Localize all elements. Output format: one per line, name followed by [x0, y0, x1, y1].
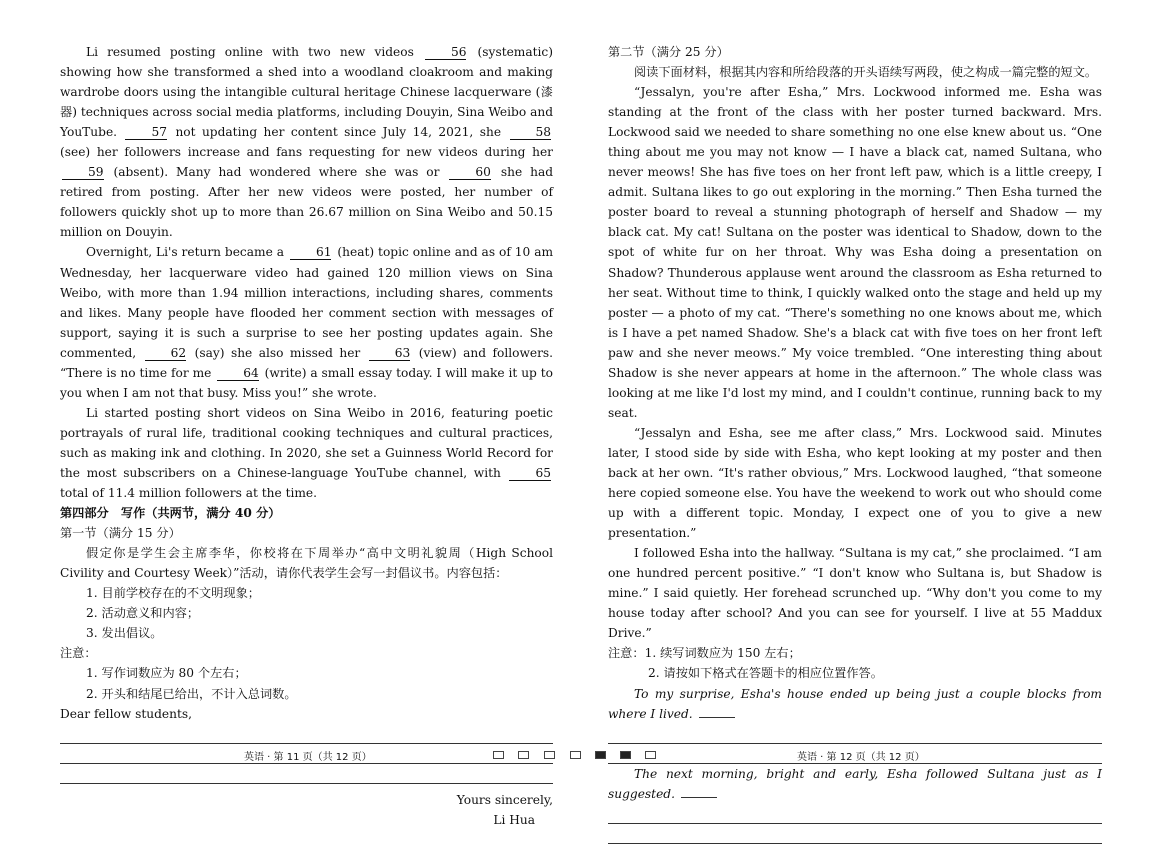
blank-60: 60 — [449, 165, 491, 180]
text: Overnight, Li's return became a — [86, 245, 284, 260]
continuation-instruction: 阅读下面材料，根据其内容和所给段落的开头语续写两段，使之构成一篇完整的短文。 — [634, 65, 1098, 80]
text: (view) and followers. “There is no time for me — [60, 345, 554, 380]
mark-box-filled — [595, 751, 606, 759]
note-item-1: 1. 续写词数应为 150 左右； — [644, 646, 801, 661]
text: (say) she also missed her — [194, 345, 361, 360]
writing-line — [60, 764, 553, 784]
text: (heat) topic online and as of 10 am Wednesday, her lacquerware video had gained 120 million views on Sina Weibo, with more than 1.94 million interactions, including shares, comments and likes. Many people have flooded her comment section with messages of support, saying it is such a surprise to see her posting updates again. She commented, — [60, 245, 554, 360]
page-number-right: 英语 · 第 12 页（共 12 页） — [797, 752, 925, 763]
story-paragraph-3: I followed Esha into the hallway. “Sultana is my cat,” she proclaimed. “I am one hundred percent positive.” “I don't know who Sultana is, but Shadow is mine.” I said quietly. Her forehead scrunched up. “Why don't you come to my house today after school? And you can see for yourself. I live at 55 Maddux Drive.” — [608, 546, 1102, 641]
content-item-2: 2. 活动意义和内容； — [86, 606, 200, 621]
text: (systematic) showing how she transformed a shed into a woodland cloakroom and making wardrobe doors using the intangible cultural heritage Chinese lacquerware (漆器) techniques across social media platforms, including Douyin, Sina Weibo and YouTube. — [60, 45, 554, 140]
passage-paragraph-2 — [60, 242, 553, 402]
text: she had retired from posting. After her new videos were posted, her number of followers quickly shot up to more than 26.67 million on Sina Weibo and 50.15 million on Douyin. — [60, 165, 554, 240]
notes-row-1 — [608, 643, 1102, 663]
letter-closing: Yours sincerely, — [456, 792, 553, 807]
mark-box — [645, 751, 656, 759]
blank-65: 65 — [509, 466, 551, 481]
writing-line — [608, 804, 1102, 824]
writing-line — [608, 724, 1102, 744]
text: (see) her followers increase and fans requesting for new videos during her — [60, 145, 553, 160]
writing-line — [60, 724, 553, 744]
blank-61: 61 — [290, 245, 332, 260]
right-page-column — [608, 42, 1102, 844]
mark-box — [493, 751, 504, 759]
mark-box — [544, 751, 555, 759]
text: (write) a small essay today. I will make it up to you when I am not that busy. Miss you!” she wrote. — [60, 365, 553, 400]
notes-label: 注意： — [608, 646, 645, 661]
section1-heading: 第一节（满分 15 分） — [60, 526, 181, 541]
note-item-2: 2. 请按如下格式在答题卡的相应位置作答。 — [648, 666, 883, 681]
text: total of 11.4 million followers at the time. — [60, 486, 318, 501]
blank-59: 59 — [62, 165, 104, 180]
writing-line — [699, 717, 735, 718]
note-item-2: 2. 开头和结尾已给出，不计入总词数。 — [86, 686, 297, 701]
notes-label: 注意： — [60, 646, 97, 661]
writing-prompt: 假定你是学生会主席李华，你校将在下周举办“高中文明礼貌周（High School Civility and Courtesy Week）”活动，请你代表学生会写一封倡议书。内容包括： — [60, 546, 553, 581]
letter-greeting: Dear fellow students, — [60, 706, 193, 721]
blank-64: 64 — [217, 366, 259, 381]
continuation-prompt-2 — [608, 764, 1102, 804]
text: Li started posting short videos on Sina Weibo in 2016, featuring poetic portrayals of rural life, traditional cooking techniques and cultural practices, such as making ink and clothing. In 2020, she set a Guinness World Record for the most subscribers on a Chinese-language YouTube channel, with — [60, 405, 553, 480]
prompt-text: The next morning, bright and early, Esha followed Sultana just as I suggested. — [608, 766, 1102, 801]
mark-box — [518, 751, 529, 759]
blank-58: 58 — [510, 125, 552, 140]
writing-line — [608, 824, 1102, 844]
mark-box — [570, 751, 581, 759]
story-paragraph-2: “Jessalyn and Esha, see me after class,” Mrs. Lockwood said. Minutes later, I stood side by side with Esha, who kept looking at my poster and then back at her own. “It's rather obvious,” Mrs. Lockwood laughed, “that someone here copied someone else. You have the weekend to work out who should come up with a different topic. Monday, I expect one of you to give a new presentation.” — [608, 425, 1102, 541]
continuation-prompt-1 — [608, 684, 1102, 724]
section2-heading: 第二节（满分 25 分） — [608, 45, 729, 59]
registration-marks — [493, 751, 663, 761]
blank-62: 62 — [145, 346, 187, 361]
page-number-left: 英语 · 第 11 页（共 12 页） — [244, 752, 372, 763]
passage-paragraph-1 — [60, 42, 553, 242]
text: (absent). Many had wondered where she was or — [113, 165, 440, 180]
text: not updating her content since July 14, 2021, she — [175, 125, 502, 140]
content-item-1: 1. 目前学校存在的不文明现象； — [86, 586, 260, 601]
blank-57: 57 — [125, 125, 167, 140]
part4-heading: 第四部分 写作（共两节，满分 40 分） — [60, 506, 281, 521]
blank-56: 56 — [425, 45, 467, 60]
text: Li resumed posting online with two new videos — [86, 45, 414, 59]
letter-signature: Li Hua — [493, 812, 535, 827]
note-item-1: 1. 写作词数应为 80 个左右； — [86, 666, 247, 681]
story-paragraph-1: “Jessalyn, you're after Esha,” Mrs. Lockwood informed me. Esha was standing at the front of the class with her poster turned backward. Mrs. Lockwood said we needed to share something no one else knew about us. “One thing about me you may not know — I have a black cat, named Sultana, who never meows! She has five toes on her front left paw, which is a little creepy, I admit. Sultana likes to go out exploring in the morning.” Then Esha turned the poster board to reveal a stunning photograph of herself and Shadow — my black cat. My cat! Sultana on the poster was identical to Shadow, down to the spot of white fur on her throat. Why was Esha doing a presentation on Shadow? Thunderous applause went around the classroom as Esha returned to her seat. Without time to think, I quickly walked onto the stage and held up my poster — a photo of my cat. “There's something no one knows about me, which is I have a pet named Shadow. She's a black cat with five toes on her front left paw and she never meows.” My voice trembled. “One interesting thing about Shadow is she never appears at home in the afternoon.” The whole class was looking at me like I'd lost my mind, and I couldn't continue, running back to my seat. — [608, 85, 1102, 420]
prompt-text: To my surprise, Esha's house ended up being just a couple blocks from where I lived. — [608, 686, 1102, 721]
writing-line — [681, 797, 717, 798]
mark-box-filled — [620, 751, 631, 759]
blank-63: 63 — [369, 346, 411, 361]
left-page-column — [60, 42, 553, 830]
content-item-3: 3. 发出倡议。 — [86, 626, 163, 641]
passage-paragraph-3 — [60, 403, 553, 503]
